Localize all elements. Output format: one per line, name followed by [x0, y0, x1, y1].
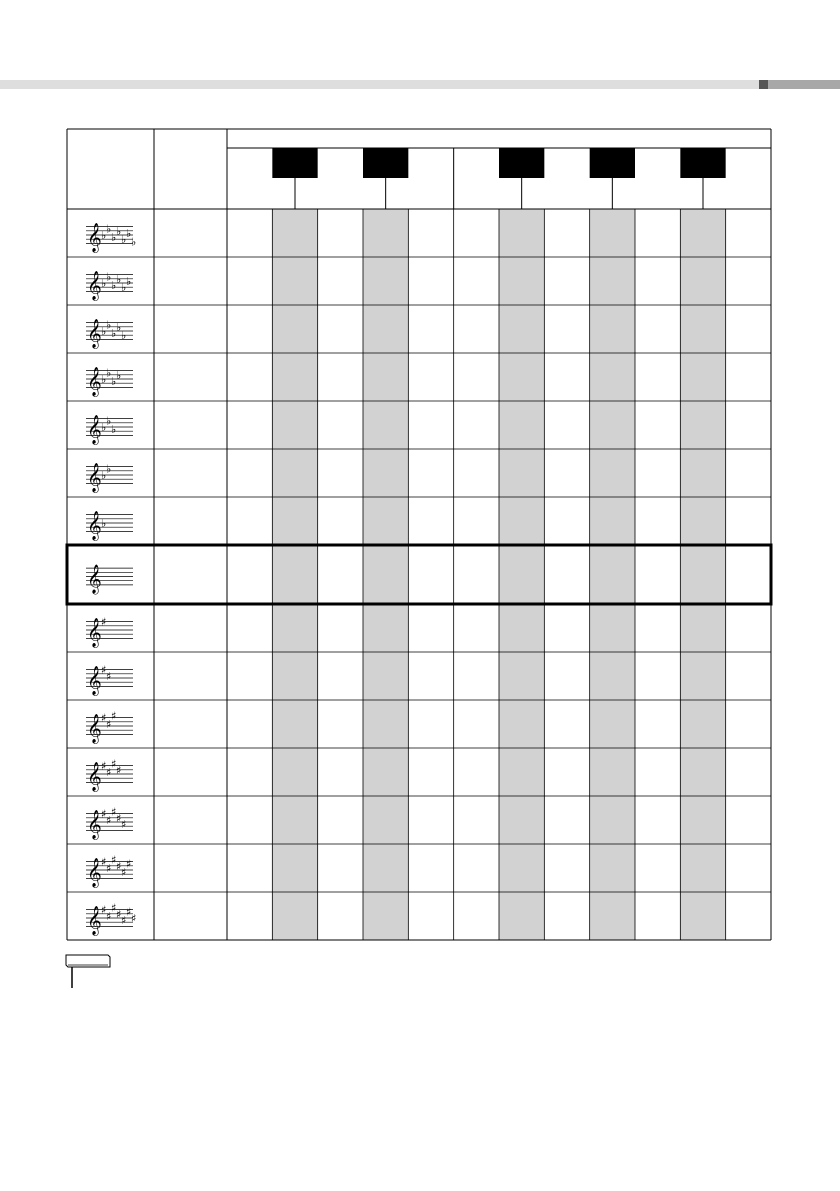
- key-signature-row: [86, 616, 133, 648]
- note-tab-icon: [64, 954, 114, 990]
- shaded-column: [590, 209, 635, 940]
- flat-icon: ♭: [111, 375, 117, 389]
- flat-icon: ♭: [111, 279, 117, 293]
- flat-icon: ♭: [106, 414, 112, 428]
- sharp-icon: ♯: [116, 763, 122, 777]
- treble-clef-icon: 𝄞: [87, 510, 102, 540]
- flat-icon: ♭: [101, 277, 107, 290]
- key-signature-row: [86, 710, 133, 744]
- treble-clef-icon: 𝄞: [87, 462, 102, 492]
- key-signature-row: [86, 806, 133, 840]
- key-signature-row: [86, 270, 133, 300]
- sharp-icon: ♯: [126, 857, 132, 871]
- sharp-icon: ♯: [111, 901, 117, 915]
- table-rows: [86, 222, 136, 935]
- highlighted-row-outline: [67, 545, 771, 604]
- shaded-column: [272, 209, 317, 940]
- treble-clef-icon: 𝄞: [87, 222, 102, 252]
- flat-icon: ♭: [106, 366, 112, 380]
- treble-clef-icon: 𝄞: [87, 905, 102, 935]
- flat-icon: ♭: [116, 224, 122, 238]
- flat-icon: ♭: [101, 469, 107, 482]
- flat-icon: ♭: [106, 270, 112, 284]
- keyboard-header: [272, 148, 725, 209]
- sharp-icon: ♯: [106, 861, 112, 875]
- key-signature-row: [86, 758, 133, 792]
- sharp-icon: ♯: [121, 818, 127, 832]
- key-signature-row: [86, 366, 133, 396]
- key-signature-row: [86, 902, 136, 936]
- sharp-icon: ♯: [111, 757, 117, 771]
- sharp-icon: ♯: [106, 909, 112, 923]
- treble-clef-icon: 𝄞: [87, 414, 102, 444]
- flat-icon: ♭: [121, 233, 127, 247]
- treble-clef-icon: 𝄞: [87, 761, 102, 791]
- treble-clef-icon: 𝄞: [87, 713, 102, 743]
- sharp-icon: ♯: [121, 914, 127, 928]
- black-key: [272, 148, 317, 178]
- flat-icon: ♭: [106, 462, 112, 476]
- flat-icon: ♭: [111, 423, 117, 437]
- sharp-icon: ♯: [101, 615, 107, 629]
- sharp-icon: ♯: [101, 807, 107, 821]
- treble-clef-icon: 𝄞: [87, 665, 102, 695]
- sharp-icon: ♯: [116, 859, 122, 873]
- black-key: [680, 148, 725, 178]
- flat-icon: ♭: [131, 235, 137, 249]
- flat-icon: ♭: [101, 229, 107, 242]
- sharp-icon: ♯: [111, 805, 117, 819]
- key-signature-row: [86, 318, 133, 348]
- treble-clef-icon: 𝄞: [87, 857, 102, 887]
- sharp-icon: ♯: [101, 903, 107, 917]
- sharp-icon: ♯: [101, 759, 107, 773]
- treble-clef-icon: 𝄞: [87, 563, 102, 593]
- flat-icon: ♭: [126, 274, 132, 288]
- sharp-icon: ♯: [106, 813, 112, 827]
- key-signature-row: [86, 664, 133, 696]
- sharp-icon: ♯: [111, 853, 117, 867]
- flat-icon: ♭: [106, 318, 112, 332]
- flat-icon: ♭: [121, 281, 127, 295]
- sharp-icon: ♯: [101, 855, 107, 869]
- flat-icon: ♭: [101, 325, 107, 338]
- flat-icon: ♭: [116, 368, 122, 382]
- flat-icon: ♭: [121, 329, 127, 343]
- flat-icon: ♭: [116, 320, 122, 334]
- treble-clef-icon: 𝄞: [87, 617, 102, 647]
- key-signature-row: [86, 564, 133, 594]
- flat-icon: ♭: [116, 272, 122, 286]
- shaded-column: [499, 209, 544, 940]
- key-signature-row: [86, 222, 136, 252]
- key-signature-row: [86, 462, 133, 492]
- flat-icon: ♭: [101, 373, 107, 386]
- flat-icon: ♭: [126, 226, 132, 240]
- black-key: [590, 148, 635, 178]
- treble-clef-icon: 𝄞: [87, 318, 102, 348]
- key-signature-row: [86, 414, 133, 444]
- sharp-icon: ♯: [121, 866, 127, 880]
- black-key: [363, 148, 408, 178]
- flat-icon: ♭: [101, 421, 107, 434]
- shaded-column: [363, 209, 408, 940]
- key-signature-row: [86, 854, 133, 888]
- sharp-icon: ♯: [131, 912, 137, 925]
- treble-clef-icon: 𝄞: [87, 270, 102, 300]
- treble-clef-icon: 𝄞: [87, 809, 102, 839]
- flat-icon: ♭: [106, 222, 112, 236]
- sharp-icon: ♯: [106, 669, 112, 683]
- sharp-icon: ♯: [116, 811, 122, 825]
- sharp-icon: ♯: [101, 711, 107, 725]
- black-key: [499, 148, 544, 178]
- shaded-column: [680, 209, 725, 940]
- treble-clef-icon: 𝄞: [87, 366, 102, 396]
- sharp-icon: ♯: [106, 765, 112, 779]
- key-signature-row: [86, 510, 133, 540]
- sharp-icon: ♯: [111, 709, 117, 723]
- sharp-icon: ♯: [101, 663, 107, 677]
- flat-icon: ♭: [101, 517, 107, 530]
- sharp-icon: ♯: [116, 907, 122, 921]
- flat-icon: ♭: [111, 231, 117, 245]
- sharp-icon: ♯: [106, 717, 112, 731]
- flat-icon: ♭: [111, 327, 117, 341]
- sharp-icon: ♯: [126, 905, 132, 919]
- table-gridlines: [67, 129, 771, 940]
